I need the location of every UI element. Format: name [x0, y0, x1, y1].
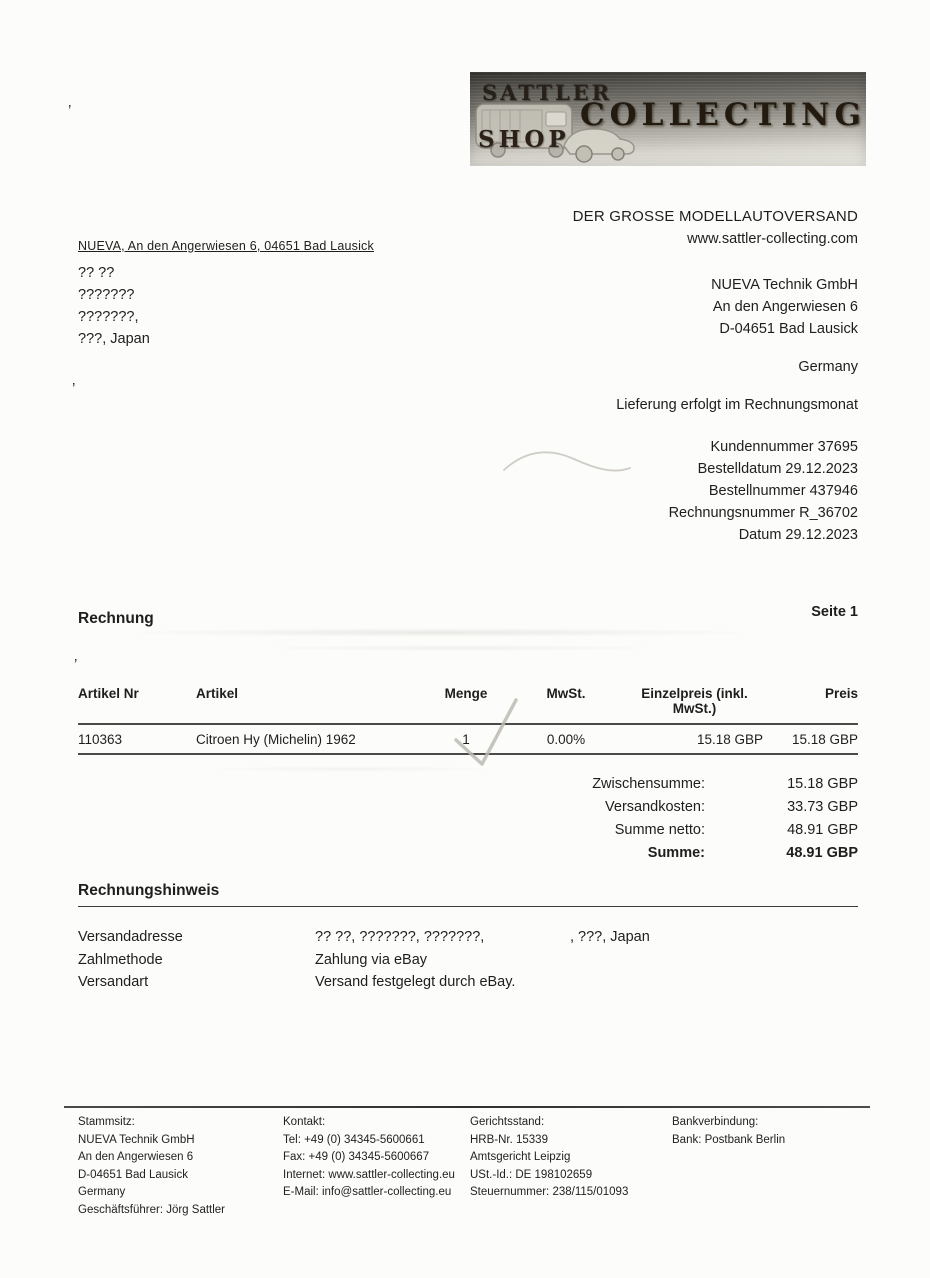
- recipient-line: ???????,: [78, 309, 139, 325]
- total-label: Summe netto:: [614, 822, 705, 838]
- hinweis-label: Zahlmethode: [78, 951, 163, 968]
- customer-number: Kundennummer 37695: [710, 439, 858, 455]
- hinweis-extra: , ???, Japan: [570, 929, 650, 945]
- footer-line: Geschäftsführer: Jörg Sattler: [78, 1203, 226, 1216]
- hinweis-label: Versandart: [78, 974, 149, 990]
- hinweis-row-zahlmethode: [78, 949, 858, 972]
- total-value: 48.91 GBP: [786, 845, 858, 861]
- item-menge: 1: [462, 732, 470, 747]
- total-label: Summe:: [647, 845, 705, 861]
- footer-col-title: Stammsitz:: [78, 1116, 135, 1128]
- hinweis-label: Versandadresse: [78, 929, 183, 945]
- company-country: Germany: [798, 359, 858, 375]
- company-tagline-block: [573, 206, 858, 250]
- hinweis-row-versandart: [78, 971, 858, 994]
- hinweis-rows: [78, 926, 858, 994]
- footer-line: Germany: [78, 1186, 126, 1198]
- footer-col-title: Kontakt:: [283, 1116, 326, 1128]
- invoice-date: Datum 29.12.2023: [738, 527, 858, 543]
- delivery-note: Lieferung erfolgt im Rechnungsmonat: [616, 397, 858, 413]
- document-title: Rechnung: [78, 610, 154, 627]
- recipient-line: ???????: [78, 287, 135, 303]
- footer-line: Bank: Postbank Berlin: [672, 1133, 786, 1146]
- invoice-meta-block: [669, 436, 858, 546]
- shop-logo: [470, 72, 866, 166]
- total-row-summe-netto: [535, 819, 858, 842]
- item-mwst: 0.00%: [546, 732, 586, 747]
- hinweis-row-versandadresse: [78, 926, 858, 949]
- hinweis-section-title: Rechnungshinweis: [78, 882, 858, 907]
- hinweis-extra: [570, 971, 858, 994]
- footer-line: Internet: www.sattler-collecting.eu: [283, 1168, 455, 1181]
- hinweis-value: Versand festgelegt durch eBay.: [315, 974, 516, 990]
- company-tagline: DER GROSSE MODELLAUTOVERSAND: [572, 208, 858, 225]
- footer-line: Fax: +49 (0) 34345-5600667: [283, 1151, 430, 1163]
- item-einzelpreis: 15.18 GBP: [696, 732, 763, 747]
- footer-col-title: Gerichtsstand:: [470, 1116, 545, 1128]
- recipient-line: ???, Japan: [78, 331, 150, 347]
- order-date: Bestelldatum 29.12.2023: [697, 461, 858, 477]
- footer-col-stammsitz: [78, 1114, 225, 1219]
- total-row-zwischensumme: [535, 773, 858, 796]
- company-name: NUEVA Technik GmbH: [711, 277, 858, 293]
- sender-return-line: NUEVA, An den Angerwiesen 6, 04651 Bad Lausick: [78, 239, 374, 253]
- company-street: An den Angerwiesen 6: [712, 299, 858, 315]
- footer-col-gerichtsstand: [470, 1114, 628, 1202]
- scan-smudge: [120, 628, 760, 637]
- footer-line: Steuernummer: 238/115/01093: [470, 1186, 629, 1198]
- total-row-summe: [535, 842, 858, 865]
- item-artikel: Citroen Hy (Michelin) 1962: [196, 732, 356, 747]
- footer-col-bankverbindung: [672, 1114, 785, 1149]
- total-value: 33.73 GBP: [787, 799, 858, 815]
- footer-line: USt.-Id.: DE 198102659: [470, 1168, 593, 1181]
- hinweis-value: Zahlung via eBay: [315, 951, 428, 968]
- footer-col-title: Bankverbindung:: [672, 1116, 759, 1128]
- total-label: Versandkosten:: [605, 799, 705, 815]
- footer-line: NUEVA Technik GmbH: [78, 1133, 195, 1146]
- totals-block: [535, 773, 858, 865]
- footer-col-kontakt: [283, 1114, 455, 1202]
- footer-line: Tel: +49 (0) 34345-5600661: [283, 1133, 425, 1146]
- logo-text-sattler: SATTLER: [482, 80, 613, 105]
- recipient-line: ?? ??: [78, 265, 115, 281]
- footer-line: Amtsgericht Leipzig: [470, 1151, 571, 1163]
- footer-line: An den Angerwiesen 6: [78, 1151, 194, 1163]
- logo-text-collecting: COLLECTING: [580, 97, 866, 133]
- total-value: 48.91 GBP: [787, 822, 858, 838]
- footer-line: HRB-Nr. 15339: [470, 1133, 548, 1146]
- scan-speck-mark: ’: [72, 380, 76, 397]
- company-address-block: [711, 274, 858, 340]
- total-row-versandkosten: [535, 796, 858, 819]
- recipient-address-block: [78, 262, 150, 350]
- hinweis-extra: [570, 949, 858, 972]
- company-city: D-04651 Bad Lausick: [719, 321, 858, 337]
- page-number: Seite 1: [811, 604, 858, 620]
- header-menge: Menge: [444, 686, 488, 701]
- scan-speck-mark: ’: [68, 102, 72, 119]
- item-preis: 15.18 GBP: [791, 732, 858, 747]
- invoice-number: Rechnungsnummer R_36702: [668, 505, 858, 521]
- header-preis: Preis: [824, 686, 858, 701]
- pencil-squiggle-mark: [500, 440, 635, 480]
- scan-speck-mark: ’: [74, 656, 78, 673]
- company-website: www.sattler-collecting.com: [687, 231, 858, 247]
- footer-line: D-04651 Bad Lausick: [78, 1168, 188, 1181]
- scan-smudge: [250, 645, 670, 651]
- header-artikel-nr: Artikel Nr: [78, 686, 139, 701]
- header-mwst: MwSt.: [546, 686, 586, 701]
- total-value: 15.18 GBP: [787, 776, 858, 792]
- logo-text-shop: SHOP: [478, 126, 570, 153]
- item-artikel-nr: 110363: [78, 732, 123, 747]
- header-einzelpreis: Einzelpreis (inkl. MwSt.): [641, 686, 748, 716]
- order-number: Bestellnummer 437946: [708, 483, 858, 499]
- pen-checkmark: [440, 692, 560, 772]
- total-label: Zwischensumme:: [592, 776, 705, 792]
- footer-line: E-Mail: info@sattler-collecting.eu: [283, 1186, 452, 1198]
- header-artikel: Artikel: [196, 686, 239, 701]
- footer-divider: [64, 1106, 870, 1108]
- hinweis-value: ?? ??, ???????, ???????,: [315, 929, 485, 945]
